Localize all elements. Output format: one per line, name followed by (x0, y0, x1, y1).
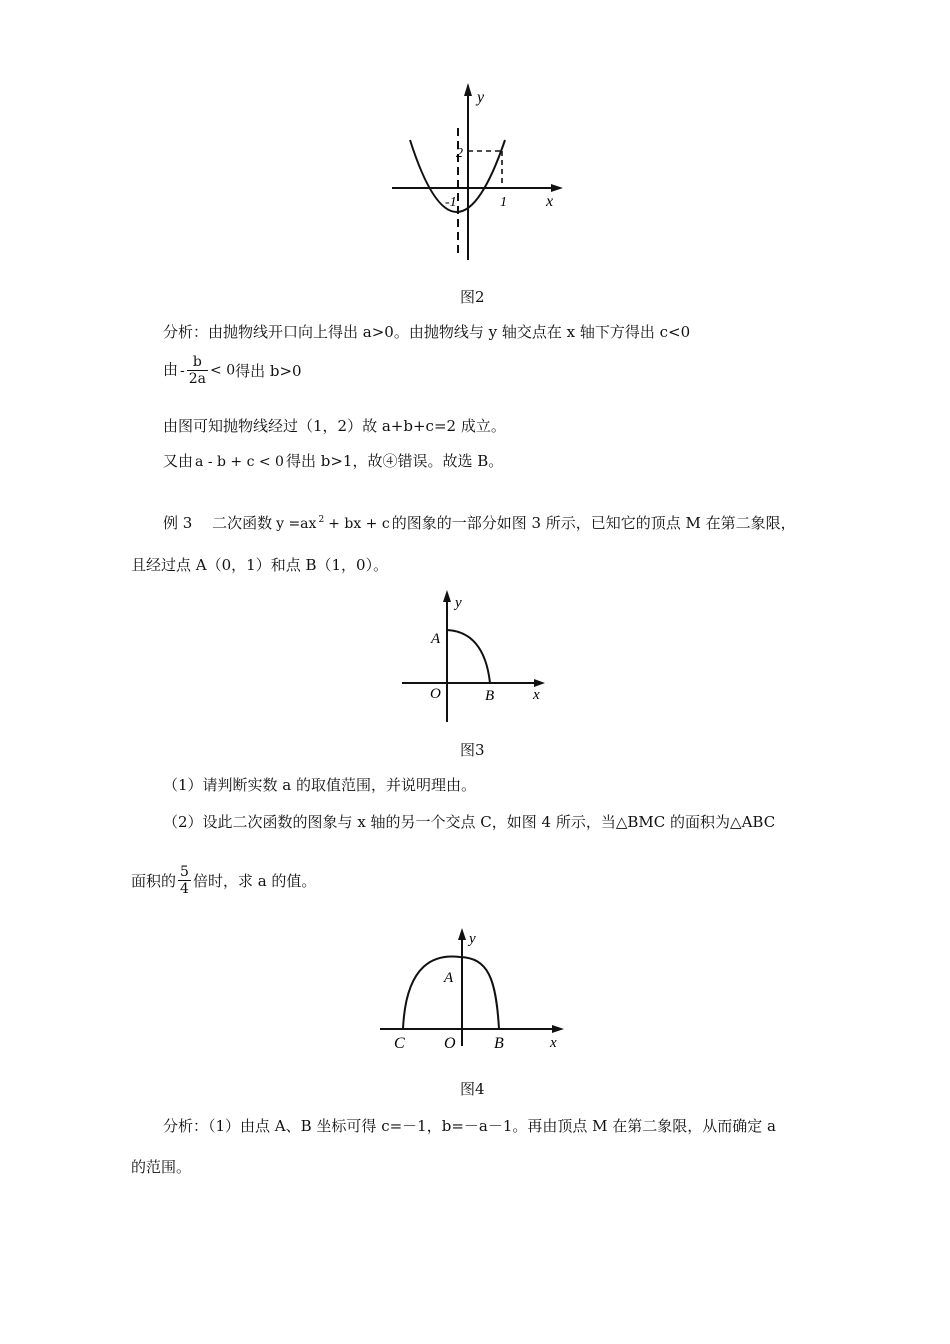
figure-4-graph (378, 920, 568, 1060)
analysis1-line2-prefix: 由 (163, 360, 179, 379)
curve-c-to-b (403, 956, 499, 1029)
analysis1-line1: 分析：由抛物线开口向上得出 a>0。由抛物线与 y 轴交点在 x 轴下方得出 c<0 (163, 323, 691, 341)
origin-label: O (430, 686, 441, 702)
point-a-label: A (431, 631, 441, 647)
analysis2-line1: 分析：（1）由点 A、B 坐标可得 c=－1，b=－a－1。再由顶点 M 在第二象限，从而确定 a (163, 1117, 776, 1135)
x-axis-label: x (546, 193, 554, 210)
point-a-label: A (444, 970, 454, 986)
fraction-denominator: 4 (180, 881, 189, 898)
question-2-continued (131, 864, 316, 897)
figure-3 (398, 585, 548, 725)
analysis1-line3: 由图可知抛物线经过（1，2）故 a+b+c=2 成立。 (163, 417, 506, 435)
figure-2 (388, 78, 568, 263)
y-axis-label: y (477, 89, 485, 106)
question-2: （2）设此二次函数的图象与 x 轴的另一个交点 C，如图 4 所示，当△BMC 的面积为△ABC (163, 813, 776, 831)
y-axis-label: y (469, 931, 476, 947)
tick-label-1: 1 (500, 195, 507, 210)
example3-superscript: 2 (318, 515, 325, 525)
y-axis-arrow (464, 83, 472, 96)
fraction-5-over-4 (178, 864, 191, 897)
tick-label-2: 2 (456, 146, 463, 161)
curve-a-to-b (447, 630, 490, 683)
y-axis-label: y (455, 595, 462, 611)
fraction-denominator: 2a (188, 371, 207, 388)
point-c-label: C (394, 1035, 405, 1052)
figure-4 (378, 920, 568, 1060)
example3-suffix: 的图象的一部分如图 3 所示，已知它的顶点 M 在第二象限， (391, 514, 796, 532)
y-axis-arrow (458, 928, 466, 940)
example3-math-b: + bx + c (328, 516, 390, 532)
analysis1-line4-prefix: 又由 (163, 452, 194, 470)
x-axis-arrow (551, 184, 563, 192)
analysis1-line4-suffix: 得出 b>1，故④错误。故选 B。 (285, 452, 504, 470)
question-2-suffix: 倍时，求 a 的值。 (192, 872, 317, 891)
figure-2-graph (388, 78, 568, 263)
analysis1-line2 (163, 354, 302, 387)
analysis1-line2-suffix: 得出 b>0 (235, 362, 302, 381)
fraction-numerator: b (192, 354, 202, 370)
origin-label: O (444, 1035, 456, 1052)
tick-label-neg1: -1 (445, 195, 457, 210)
analysis1-line4-math: a - b + c < 0 (195, 454, 284, 470)
analysis1-line2-lt0: < 0 (210, 362, 236, 379)
y-axis-arrow (443, 590, 451, 602)
question-2-prefix: 面积的 (131, 872, 177, 891)
analysis1-line2-minus: - (180, 362, 185, 379)
example3-line1 (163, 512, 796, 533)
fraction-numerator: 5 (180, 864, 189, 880)
x-axis-arrow (552, 1025, 564, 1033)
point-b-label: B (494, 1035, 504, 1052)
analysis1-line4 (163, 450, 503, 471)
figure-4-caption: 图4 (460, 1080, 485, 1098)
figure-3-graph (398, 585, 548, 725)
question-1: （1）请判断实数 a 的取值范围，并说明理由。 (163, 776, 477, 794)
figure-3-caption: 图3 (460, 741, 485, 759)
analysis2-line2: 的范围。 (131, 1158, 192, 1176)
x-axis-label: x (550, 1035, 557, 1051)
point-b-label: B (485, 688, 495, 704)
example3-prefix: 例 3 二次函数 (163, 514, 273, 532)
example3-math-a: y =ax (276, 516, 317, 532)
x-axis-label: x (533, 687, 540, 703)
figure-2-caption: 图2 (460, 288, 485, 306)
example3-line2: 且经过点 A（0，1）和点 B（1，0）。 (131, 556, 389, 574)
fraction-b-over-2a (187, 354, 208, 387)
x-axis-arrow (534, 679, 545, 687)
